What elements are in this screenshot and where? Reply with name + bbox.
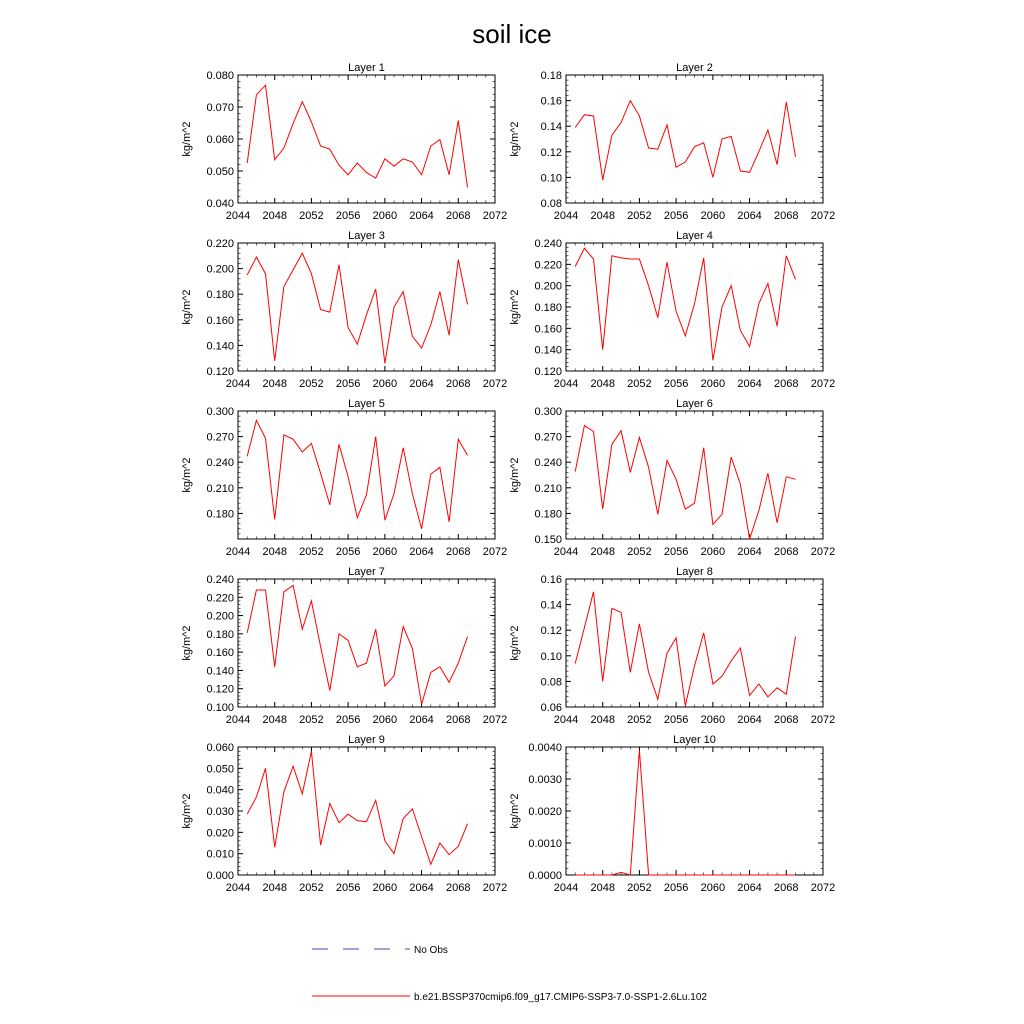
series-line: [247, 420, 467, 528]
x-tick-label: 2048: [262, 210, 287, 222]
plot-frame: [238, 579, 495, 707]
y-tick-label: 0.160: [534, 323, 562, 336]
y-tick-label: 0.0030: [528, 774, 562, 786]
x-tick-label: 2060: [372, 714, 398, 726]
legend-label-model-run: b.e21.BSSP370cmip6.f09_g17.CMIP6-SSP3-7.0-SSP1-2.6Lu.102: [414, 992, 707, 1003]
plot-frame: [566, 411, 823, 539]
plot-frame: [238, 75, 495, 203]
y-tick-label: 0.000: [206, 870, 234, 882]
series-line: [247, 253, 467, 363]
panel-layer-8: [509, 566, 835, 726]
x-tick-label: 2056: [663, 714, 689, 726]
legend: [312, 945, 707, 1003]
x-tick-label: 2044: [553, 882, 579, 894]
x-tick-label: 2064: [409, 546, 434, 558]
y-tick-label: 0.14: [540, 599, 562, 612]
x-tick-label: 2072: [482, 546, 508, 558]
x-tick-label: 2056: [335, 378, 361, 390]
x-tick-label: 2044: [225, 546, 251, 558]
y-tick-label: 0.020: [206, 827, 234, 840]
y-tick-label: 0.070: [206, 102, 234, 114]
y-tick-label: 0.080: [206, 70, 234, 82]
y-axis-label: kg/m^2: [181, 793, 193, 829]
panel-title: Layer 1: [348, 62, 385, 74]
series-line: [575, 101, 795, 180]
y-tick-label: 0.14: [540, 121, 562, 134]
series-line: [247, 85, 467, 187]
x-tick-label: 2072: [810, 378, 836, 390]
y-tick-label: 0.120: [206, 683, 234, 696]
x-tick-label: 2048: [590, 882, 615, 894]
y-tick-label: 0.240: [534, 238, 562, 250]
panel-layer-10: [509, 734, 835, 894]
y-tick-label: 0.0000: [528, 870, 562, 882]
y-tick-label: 0.270: [534, 431, 562, 444]
x-tick-label: 2068: [774, 546, 799, 558]
y-tick-label: 0.160: [206, 647, 234, 660]
panel-layer-2: [509, 62, 835, 222]
panel-title: Layer 9: [348, 734, 385, 746]
y-tick-label: 0.06: [540, 702, 562, 714]
x-tick-label: 2060: [372, 378, 398, 390]
x-tick-label: 2052: [627, 882, 652, 894]
x-tick-label: 2052: [627, 378, 652, 390]
y-tick-label: 0.12: [540, 146, 562, 159]
x-tick-label: 2048: [262, 882, 287, 894]
y-tick-label: 0.12: [540, 625, 562, 638]
y-axis-label: kg/m^2: [509, 289, 521, 325]
x-tick-label: 2056: [663, 210, 689, 222]
y-tick-label: 0.240: [206, 457, 234, 470]
x-tick-label: 2068: [774, 714, 799, 726]
y-tick-label: 0.0040: [528, 742, 562, 754]
x-tick-label: 2052: [627, 714, 652, 726]
plot-frame: [566, 75, 823, 203]
plot-frame: [238, 243, 495, 371]
y-tick-label: 0.140: [206, 665, 234, 678]
x-tick-label: 2048: [262, 378, 287, 390]
y-tick-label: 0.140: [206, 340, 234, 353]
y-axis-label: kg/m^2: [181, 289, 193, 325]
y-tick-label: 0.10: [540, 172, 562, 185]
panel-title: Layer 7: [348, 566, 385, 578]
y-tick-label: 0.240: [206, 574, 234, 586]
x-tick-label: 2060: [700, 210, 726, 222]
x-tick-label: 2044: [225, 210, 251, 222]
x-tick-label: 2060: [700, 546, 726, 558]
y-tick-label: 0.210: [534, 482, 562, 495]
series-line: [575, 248, 795, 360]
x-tick-label: 2072: [810, 714, 836, 726]
plot-frame: [566, 243, 823, 371]
x-tick-label: 2052: [299, 210, 324, 222]
x-tick-label: 2064: [737, 210, 762, 222]
y-tick-label: 0.010: [206, 848, 234, 861]
x-tick-label: 2064: [737, 882, 762, 894]
x-tick-label: 2060: [700, 714, 726, 726]
x-tick-label: 2052: [299, 546, 324, 558]
x-tick-label: 2064: [409, 210, 434, 222]
y-tick-label: 0.270: [206, 431, 234, 444]
series-line: [247, 751, 467, 864]
x-tick-label: 2052: [299, 882, 324, 894]
y-tick-label: 0.060: [206, 742, 234, 754]
y-axis-label: kg/m^2: [181, 625, 193, 661]
y-axis-label: kg/m^2: [181, 121, 193, 157]
panel-layer-5: [181, 398, 507, 558]
panel-layer-9: [181, 734, 507, 894]
y-axis-label: kg/m^2: [509, 793, 521, 829]
y-tick-label: 0.210: [206, 482, 234, 495]
y-tick-label: 0.180: [206, 289, 234, 302]
x-tick-label: 2044: [553, 714, 579, 726]
x-tick-label: 2064: [409, 714, 434, 726]
legend-entry-no-obs: [312, 945, 448, 956]
plot-frame: [566, 579, 823, 707]
plot-frame: [566, 747, 823, 875]
y-tick-label: 0.030: [206, 806, 234, 818]
x-tick-label: 2056: [335, 882, 361, 894]
x-tick-label: 2072: [482, 210, 508, 222]
legend-label-no-obs: No Obs: [414, 945, 448, 956]
series-line: [575, 750, 795, 875]
y-tick-label: 0.160: [206, 314, 234, 327]
x-tick-label: 2072: [482, 714, 508, 726]
plot-frame: [238, 747, 495, 875]
figure-title: soil ice: [472, 19, 552, 49]
panel-layer-7: [181, 566, 507, 726]
y-axis-label: kg/m^2: [509, 457, 521, 493]
x-tick-label: 2056: [335, 210, 361, 222]
y-tick-label: 0.040: [206, 784, 234, 797]
x-tick-label: 2060: [700, 882, 726, 894]
x-tick-label: 2068: [774, 378, 799, 390]
y-axis-label: kg/m^2: [509, 121, 521, 157]
y-tick-label: 0.220: [206, 238, 234, 250]
x-tick-label: 2072: [810, 882, 836, 894]
y-tick-label: 0.08: [540, 676, 562, 689]
x-tick-label: 2044: [553, 546, 579, 558]
series-line: [575, 592, 795, 706]
x-tick-label: 2064: [737, 378, 762, 390]
y-tick-label: 0.060: [206, 134, 234, 146]
x-tick-label: 2068: [446, 882, 471, 894]
x-tick-label: 2044: [225, 378, 251, 390]
x-tick-label: 2052: [299, 378, 324, 390]
x-tick-label: 2056: [335, 546, 361, 558]
x-tick-label: 2048: [262, 546, 287, 558]
x-tick-label: 2048: [590, 378, 615, 390]
legend-entry-model-run: [312, 992, 707, 1003]
panel-title: Layer 3: [348, 230, 385, 242]
y-tick-label: 0.18: [540, 70, 562, 82]
x-tick-label: 2060: [700, 378, 726, 390]
x-tick-label: 2068: [446, 378, 471, 390]
y-tick-label: 0.180: [206, 508, 234, 521]
x-tick-label: 2072: [810, 210, 836, 222]
y-tick-label: 0.180: [534, 302, 562, 314]
x-tick-label: 2064: [409, 882, 434, 894]
y-tick-label: 0.220: [534, 259, 562, 272]
x-tick-label: 2060: [372, 546, 398, 558]
x-tick-label: 2060: [372, 882, 398, 894]
y-tick-label: 0.200: [206, 610, 234, 623]
panel-layer-4: [509, 230, 835, 390]
y-axis-label: kg/m^2: [181, 457, 193, 493]
y-tick-label: 0.140: [534, 344, 562, 357]
y-tick-label: 0.300: [534, 406, 562, 418]
x-tick-label: 2072: [482, 882, 508, 894]
series-line: [575, 426, 795, 540]
series-line: [247, 585, 467, 704]
panels: [181, 62, 835, 894]
x-tick-label: 2068: [446, 714, 471, 726]
y-tick-label: 0.180: [534, 508, 562, 521]
x-tick-label: 2064: [737, 714, 762, 726]
x-tick-label: 2064: [737, 546, 762, 558]
y-tick-label: 0.100: [206, 702, 234, 714]
y-tick-label: 0.16: [540, 574, 562, 586]
y-tick-label: 0.0020: [528, 806, 562, 818]
x-tick-label: 2072: [482, 378, 508, 390]
panel-title: Layer 4: [676, 230, 713, 242]
panel-layer-3: [181, 230, 507, 390]
x-tick-label: 2052: [627, 546, 652, 558]
plot-frame: [238, 411, 495, 539]
y-tick-label: 0.220: [206, 592, 234, 605]
x-tick-label: 2048: [590, 210, 615, 222]
panel-layer-6: [509, 398, 835, 558]
panel-title: Layer 10: [673, 734, 716, 746]
x-tick-label: 2068: [446, 210, 471, 222]
y-tick-label: 0.240: [534, 457, 562, 470]
x-tick-label: 2068: [774, 210, 799, 222]
x-tick-label: 2048: [262, 714, 287, 726]
x-tick-label: 2044: [553, 378, 579, 390]
y-tick-label: 0.050: [206, 166, 234, 178]
x-tick-label: 2052: [299, 714, 324, 726]
x-tick-label: 2056: [335, 714, 361, 726]
y-tick-label: 0.180: [206, 628, 234, 641]
y-axis-label: kg/m^2: [509, 625, 521, 661]
x-tick-label: 2052: [627, 210, 652, 222]
y-tick-label: 0.0010: [528, 838, 562, 850]
y-tick-label: 0.200: [534, 280, 562, 293]
x-tick-label: 2056: [663, 546, 689, 558]
x-tick-label: 2044: [225, 882, 251, 894]
x-tick-label: 2048: [590, 546, 615, 558]
y-tick-label: 0.10: [540, 650, 562, 663]
y-tick-label: 0.08: [540, 198, 562, 210]
y-tick-label: 0.16: [540, 95, 562, 108]
y-tick-label: 0.150: [534, 534, 562, 546]
x-tick-label: 2072: [810, 546, 836, 558]
panel-title: Layer 8: [676, 566, 713, 578]
x-tick-label: 2044: [225, 714, 251, 726]
y-tick-label: 0.050: [206, 763, 234, 776]
y-tick-label: 0.120: [534, 366, 562, 378]
x-tick-label: 2068: [774, 882, 799, 894]
panel-title: Layer 6: [676, 398, 713, 410]
y-tick-label: 0.300: [206, 406, 234, 418]
x-tick-label: 2056: [663, 378, 689, 390]
y-tick-label: 0.040: [206, 198, 234, 210]
y-tick-label: 0.200: [206, 263, 234, 276]
y-tick-label: 0.120: [206, 366, 234, 378]
x-tick-label: 2060: [372, 210, 398, 222]
panel-layer-1: [181, 62, 507, 222]
x-tick-label: 2048: [590, 714, 615, 726]
x-tick-label: 2064: [409, 378, 434, 390]
panel-title: Layer 2: [676, 62, 713, 74]
x-tick-label: 2068: [446, 546, 471, 558]
x-tick-label: 2056: [663, 882, 689, 894]
x-tick-label: 2044: [553, 210, 579, 222]
panel-title: Layer 5: [348, 398, 385, 410]
